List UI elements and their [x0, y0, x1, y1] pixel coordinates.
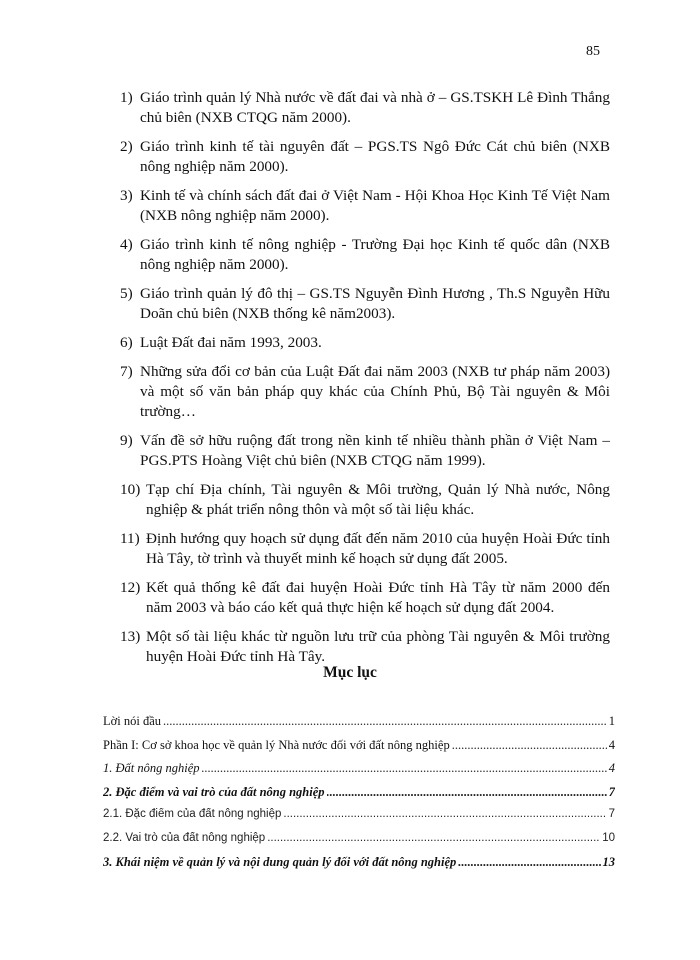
reference-item	[120, 362, 610, 422]
reference-item	[120, 480, 610, 520]
reference-number: 6)	[120, 334, 133, 351]
toc-entry-page: 4	[608, 737, 615, 752]
toc-entry[interactable]	[103, 761, 615, 785]
toc-entry[interactable]	[103, 855, 615, 879]
toc-leader-dots	[267, 832, 600, 844]
toc-leader-dots	[458, 855, 600, 870]
reference-item	[120, 235, 610, 275]
toc-title: Mục lục	[323, 664, 377, 681]
toc-leader-dots	[283, 808, 606, 820]
toc-entry-label: 2. Đặc điểm và vai trò của đất nông nghiệp	[103, 784, 325, 799]
reference-text: Giáo trình quản lý đô thị – GS.TS Nguyễn Đình Hương , Th.S Nguyễn Hữu Doãn chủ biên (NXB thống kê năm2003).	[140, 285, 610, 322]
table-of-contents	[103, 714, 615, 879]
reference-text: Giáo trình quản lý Nhà nước về đất đai và nhà ở – GS.TSKH Lê Đình Thắng chủ biên (NXB CTQG năm 2000).	[140, 89, 610, 126]
reference-number: 1)	[120, 89, 133, 106]
toc-entry-label: Lời nói đầu	[103, 714, 161, 728]
toc-leader-dots	[327, 785, 607, 800]
toc-leader-dots	[202, 761, 607, 776]
reference-item	[120, 578, 610, 618]
references-list	[120, 88, 610, 676]
toc-entry[interactable]	[103, 832, 615, 856]
reference-text: Tạp chí Địa chính, Tài nguyên & Môi trường, Quản lý Nhà nước, Nông nghiệp & phát triển nông thôn và một số tài liệu khác.	[146, 481, 610, 518]
reference-text: Kinh tế và chính sách đất đai ở Việt Nam - Hội Khoa Học Kinh Tế Việt Nam (NXB nông nghiệp năm 2000).	[140, 187, 610, 224]
toc-entry-label: Phần I: Cơ sở khoa học về quản lý Nhà nước đối với đất nông nghiệp	[103, 737, 450, 752]
reference-number: 2)	[120, 138, 133, 155]
reference-number: 12)	[120, 579, 141, 596]
toc-entry-label: 1. Đất nông nghiệp	[103, 761, 200, 775]
toc-entry[interactable]	[103, 808, 615, 832]
toc-entry-label: 3. Khái niệm về quản lý và nội dung quản lý đối với đất nông nghiệp	[103, 855, 457, 869]
reference-item	[120, 186, 610, 226]
toc-entry-page: 7	[608, 808, 615, 820]
reference-number: 10)	[120, 481, 141, 498]
reference-text: Luật Đất đai năm 1993, 2003.	[140, 334, 322, 351]
reference-item	[120, 333, 610, 353]
toc-leader-dots	[163, 714, 607, 729]
toc-entry-page: 1	[608, 714, 615, 728]
reference-text: Vấn đề sở hữu ruộng đất trong nền kinh tế nhiều thành phần ở Việt Nam – PGS.PTS Hoàng Việt chủ biên (NXB CTQG năm 1999).	[140, 432, 610, 469]
toc-entry-page: 13	[602, 855, 615, 869]
reference-number: 11)	[120, 530, 140, 547]
reference-number: 13)	[120, 628, 141, 645]
reference-item	[120, 88, 610, 128]
reference-text: Những sửa đổi cơ bản của Luật Đất đai năm 2003 (NXB tư pháp năm 2003) và một số văn bản pháp quy khác của Chính Phủ, Bộ Tài nguyên & Môi trường…	[140, 363, 610, 420]
reference-text: Giáo trình kinh tế nông nghiệp - Trường Đại học Kinh tế quốc dân (NXB nông nghiệp năm 2000).	[140, 236, 610, 273]
toc-leader-dots	[452, 738, 607, 753]
toc-entry-label: 2.2. Vai trò của đất nông nghiệp	[103, 831, 266, 844]
page-number: 85	[586, 44, 600, 59]
reference-number: 5)	[120, 285, 133, 302]
reference-number: 9)	[120, 432, 133, 449]
toc-entry[interactable]	[103, 785, 615, 809]
reference-item	[120, 137, 610, 177]
reference-number: 7)	[120, 363, 133, 380]
reference-item	[120, 627, 610, 667]
toc-entry-page: 10	[602, 831, 615, 844]
toc-entry[interactable]	[103, 714, 615, 738]
reference-item	[120, 284, 610, 324]
reference-number: 3)	[120, 187, 133, 204]
reference-item	[120, 529, 610, 569]
toc-entry-page: 7	[608, 784, 615, 799]
reference-item	[120, 431, 610, 471]
toc-entry[interactable]	[103, 738, 615, 762]
reference-text: Một số tài liệu khác từ nguồn lưu trữ của phòng Tài nguyên & Môi trường huyện Hoài Đức tỉnh Hà Tây.	[146, 628, 610, 665]
toc-entry-label: 2.1. Đặc điểm của đất nông nghiệp	[103, 808, 282, 820]
reference-text: Kết quả thống kê đất đai huyện Hoài Đức tỉnh Hà Tây từ năm 2000 đến năm 2003 và báo cáo kết quả thực hiện kế hoạch sử dụng đất 2004.	[146, 579, 610, 616]
toc-entry-page: 4	[608, 761, 615, 775]
reference-text: Định hướng quy hoạch sử dụng đất đến năm 2010 của huyện Hoài Đức tỉnh Hà Tây, tờ trình và thuyết minh kế hoạch sử dụng đất 2005.	[146, 530, 610, 567]
reference-text: Giáo trình kinh tế tài nguyên đất – PGS.TS Ngô Đức Cát chủ biên (NXB nông nghiệp năm 2000).	[140, 138, 610, 175]
reference-number: 4)	[120, 236, 133, 253]
